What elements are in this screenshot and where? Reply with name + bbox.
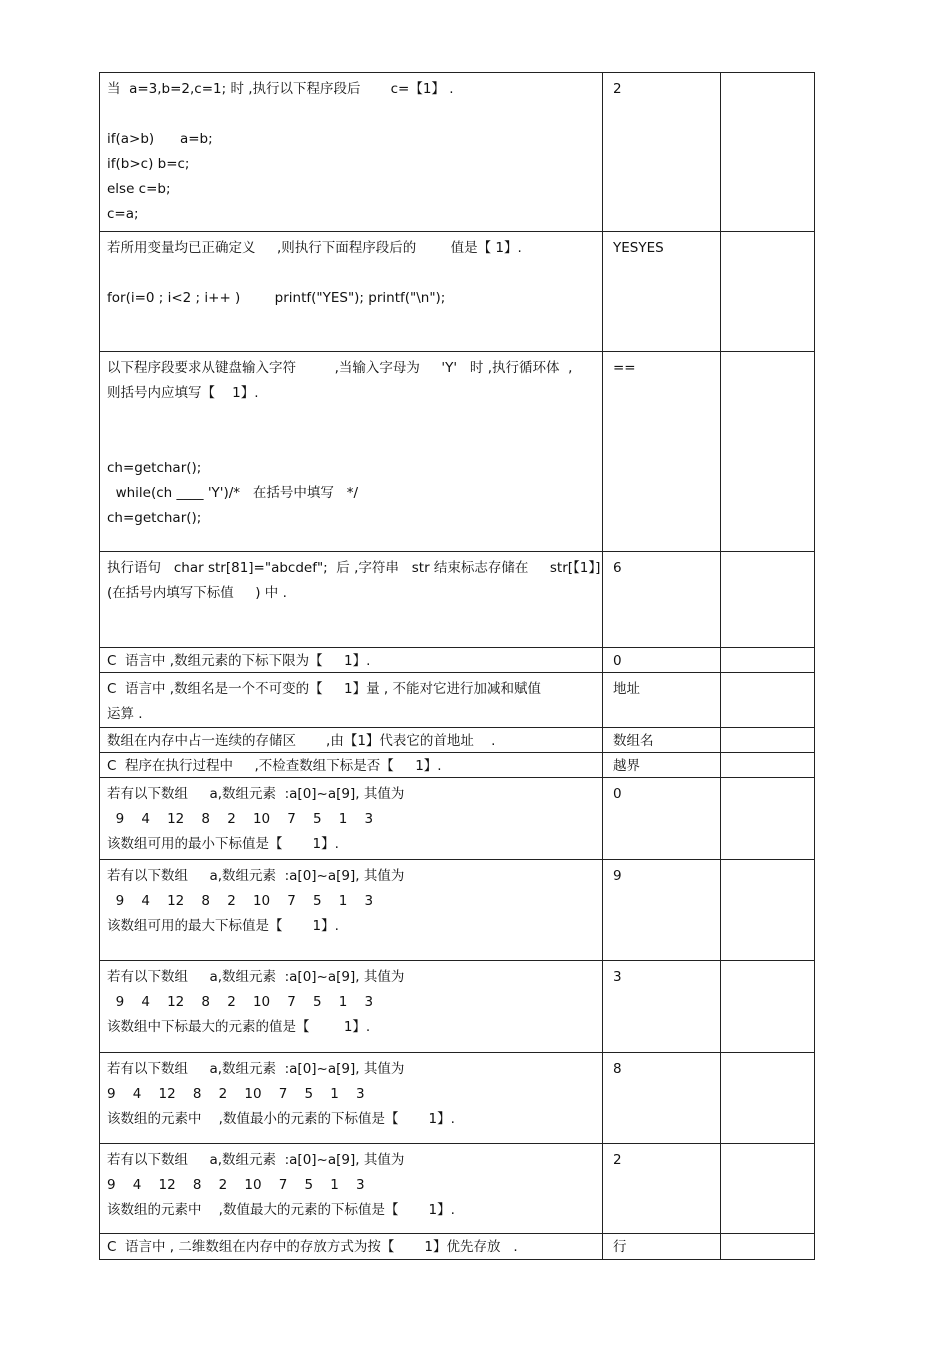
empty-cell	[721, 778, 815, 860]
table-row	[100, 778, 815, 860]
answer-cell	[603, 673, 721, 728]
empty-cell	[721, 1053, 815, 1144]
empty-cell	[721, 552, 815, 648]
table-row	[100, 648, 815, 673]
answer-text: 越界	[613, 758, 640, 774]
empty-cell	[721, 1144, 815, 1234]
answer-text: 数组名	[613, 733, 654, 749]
question-cell	[100, 961, 603, 1053]
empty-cell	[721, 860, 815, 961]
answer-text: 行	[613, 1239, 627, 1255]
table-row	[100, 73, 815, 232]
question-text: 执行语句 char str[81]="abcdef"; 后 ,字符串 str 结束标志存储在 str[【1】] (在括号内填写下标值 ) 中 .	[107, 560, 601, 601]
answer-cell	[603, 753, 721, 778]
table-row	[100, 673, 815, 728]
answer-cell	[603, 552, 721, 648]
question-text: 若有以下数组 a,数组元素 :a[0]~a[9], 其值为 9 4 12 8 2 10 7 5 1 3 该数组中下标最大的元素的值是【 1】.	[107, 969, 405, 1035]
answer-text: 0	[613, 653, 622, 669]
answer-text: YESYES	[613, 240, 664, 256]
table-row	[100, 1053, 815, 1144]
question-cell	[100, 1234, 603, 1260]
answer-text: 6	[613, 560, 622, 576]
answer-cell	[603, 778, 721, 860]
table-row	[100, 728, 815, 753]
answer-cell	[603, 860, 721, 961]
question-text: 若有以下数组 a,数组元素 :a[0]~a[9], 其值为 9 4 12 8 2 10 7 5 1 3 该数组的元素中 ,数值最大的元素的下标值是【 1】.	[107, 1152, 455, 1218]
table-row	[100, 1234, 815, 1260]
empty-cell	[721, 73, 815, 232]
question-text: 当 a=3,b=2,c=1; 时 ,执行以下程序段后 c=【1】 . if(a>b) a=b; if(b>c) b=c; else c=b; c=a;	[107, 81, 454, 222]
question-text: C 语言中 ,数组名是一个不可变的【 1】量 , 不能对它进行加减和赋值 运算 .	[107, 681, 542, 722]
empty-cell	[721, 648, 815, 673]
table-row	[100, 352, 815, 552]
empty-cell	[721, 961, 815, 1053]
answer-text: 3	[613, 969, 622, 985]
answer-text: 2	[613, 1152, 622, 1168]
answer-text: 地址	[613, 681, 640, 697]
answer-cell	[603, 1053, 721, 1144]
answer-text: 9	[613, 868, 622, 884]
answer-text: 0	[613, 786, 622, 802]
question-cell	[100, 73, 603, 232]
answer-cell	[603, 1144, 721, 1234]
table-row	[100, 860, 815, 961]
question-cell	[100, 860, 603, 961]
answer-cell	[603, 1234, 721, 1260]
question-text: C 语言中 , 二维数组在内存中的存放方式为按【 1】优先存放 .	[107, 1239, 518, 1255]
answer-cell	[603, 961, 721, 1053]
question-cell	[100, 1144, 603, 1234]
question-cell	[100, 232, 603, 352]
table-row	[100, 1144, 815, 1234]
question-text: 以下程序段要求从键盘输入字符 ,当输入字母为 'Y' 时 ,执行循环体 , 则括号内应填写【 1】. ch=getchar(); while(ch ____ 'Y')/* 在括号中填写 */ ch=getchar();	[107, 360, 573, 526]
question-text: C 程序在执行过程中 ,不检查数组下标是否【 1】.	[107, 758, 442, 774]
answer-cell	[603, 232, 721, 352]
question-cell	[100, 552, 603, 648]
empty-cell	[721, 673, 815, 728]
answer-cell	[603, 73, 721, 232]
question-cell	[100, 352, 603, 552]
question-text: 若所用变量均已正确定义 ,则执行下面程序段后的 值是【 1】. for(i=0 ; i<2 ; i++ ) printf("YES"); printf("\n");	[107, 240, 522, 306]
table-row	[100, 753, 815, 778]
answer-cell	[603, 728, 721, 753]
table-row	[100, 232, 815, 352]
question-text: C 语言中 ,数组元素的下标下限为【 1】.	[107, 653, 371, 669]
answer-text: 8	[613, 1061, 622, 1077]
question-text: 若有以下数组 a,数组元素 :a[0]~a[9], 其值为 9 4 12 8 2 10 7 5 1 3 该数组可用的最大下标值是【 1】.	[107, 868, 405, 934]
question-cell	[100, 778, 603, 860]
empty-cell	[721, 352, 815, 552]
answer-cell	[603, 352, 721, 552]
answer-cell	[603, 648, 721, 673]
answer-text: ==	[613, 360, 636, 376]
empty-cell	[721, 728, 815, 753]
table-row	[100, 552, 815, 648]
table-row	[100, 961, 815, 1053]
question-cell	[100, 648, 603, 673]
empty-cell	[721, 232, 815, 352]
question-cell	[100, 728, 603, 753]
empty-cell	[721, 1234, 815, 1260]
empty-cell	[721, 753, 815, 778]
answer-text: 2	[613, 81, 622, 97]
question-cell	[100, 1053, 603, 1144]
question-cell	[100, 753, 603, 778]
question-text: 若有以下数组 a,数组元素 :a[0]~a[9], 其值为 9 4 12 8 2 10 7 5 1 3 该数组可用的最小下标值是【 1】.	[107, 786, 405, 852]
question-text: 数组在内存中占一连续的存储区 ,由【1】代表它的首地址 .	[107, 733, 496, 749]
question-text: 若有以下数组 a,数组元素 :a[0]~a[9], 其值为 9 4 12 8 2 10 7 5 1 3 该数组的元素中 ,数值最小的元素的下标值是【 1】.	[107, 1061, 455, 1127]
question-cell	[100, 673, 603, 728]
question-table	[99, 72, 815, 1260]
